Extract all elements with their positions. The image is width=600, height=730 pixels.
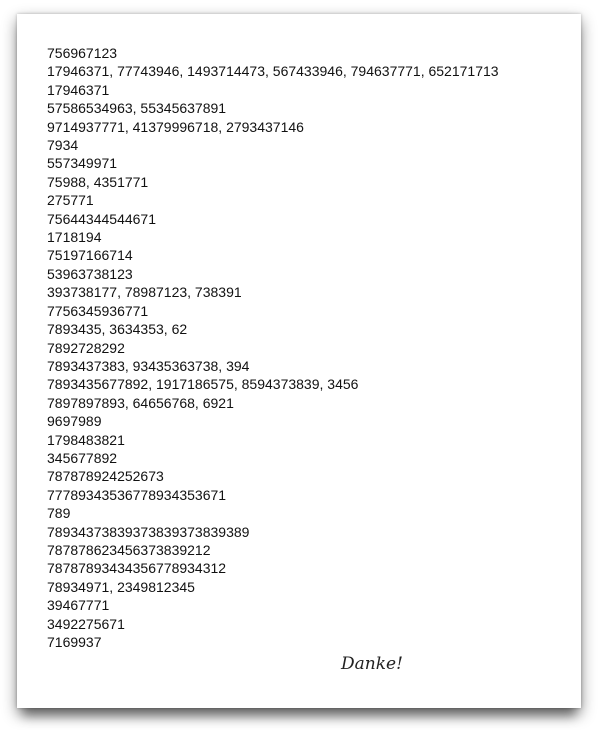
text-line: 9714937771, 41379996718, 2793437146	[47, 118, 304, 135]
text-line: 7934	[47, 137, 79, 154]
text-line: 789	[47, 505, 71, 522]
text-line: 75197166714	[47, 247, 133, 264]
text-line: 1798483821	[47, 431, 125, 448]
text-line: 787878924252673	[47, 468, 164, 485]
text-line: 17946371	[47, 81, 110, 98]
text-line: 7897897893, 64656768, 6921	[47, 394, 234, 411]
text-line: 393738177, 78987123, 738391	[47, 284, 242, 301]
text-line: 75644344544671	[47, 210, 157, 227]
text-line: 53963738123	[47, 265, 133, 282]
text-line: 78787893434356778934312	[47, 560, 227, 577]
text-line: 756967123	[47, 45, 118, 61]
text-line: 3492275671	[47, 615, 125, 632]
text-line: 77789343536778934353671	[47, 486, 227, 503]
text-line: 7756345936771	[47, 302, 149, 319]
text-line: 345677892	[47, 449, 118, 466]
signoff-text: Danke!	[341, 654, 403, 674]
text-line: 787878623456373839212	[47, 541, 211, 558]
text-line: 9697989	[47, 413, 102, 430]
text-line: 7893435, 3634353, 62	[47, 321, 188, 338]
text-line: 7893435677892, 1917186575, 8594373839, 3456	[47, 376, 359, 393]
paper-sheet	[17, 14, 581, 708]
text-line: 78934971, 2349812345	[47, 578, 195, 595]
text-line: 557349971	[47, 155, 118, 172]
text-line: 1718194	[47, 229, 102, 246]
text-line: 39467771	[47, 597, 110, 614]
text-line: 17946371, 77743946, 1493714473, 567433946, 794637771, 652171713	[47, 63, 499, 80]
text-line: 7893437383, 93435363738, 394	[47, 357, 250, 374]
text-line: 275771	[47, 192, 94, 209]
text-line: 75988, 4351771	[47, 173, 149, 190]
text-line: 7169937	[47, 634, 102, 650]
text-line: 7892728292	[47, 339, 125, 356]
text-line: 78934373839373839373839389	[47, 523, 250, 540]
text-line: 57586534963, 55345637891	[47, 100, 227, 117]
number-list	[47, 44, 499, 651]
